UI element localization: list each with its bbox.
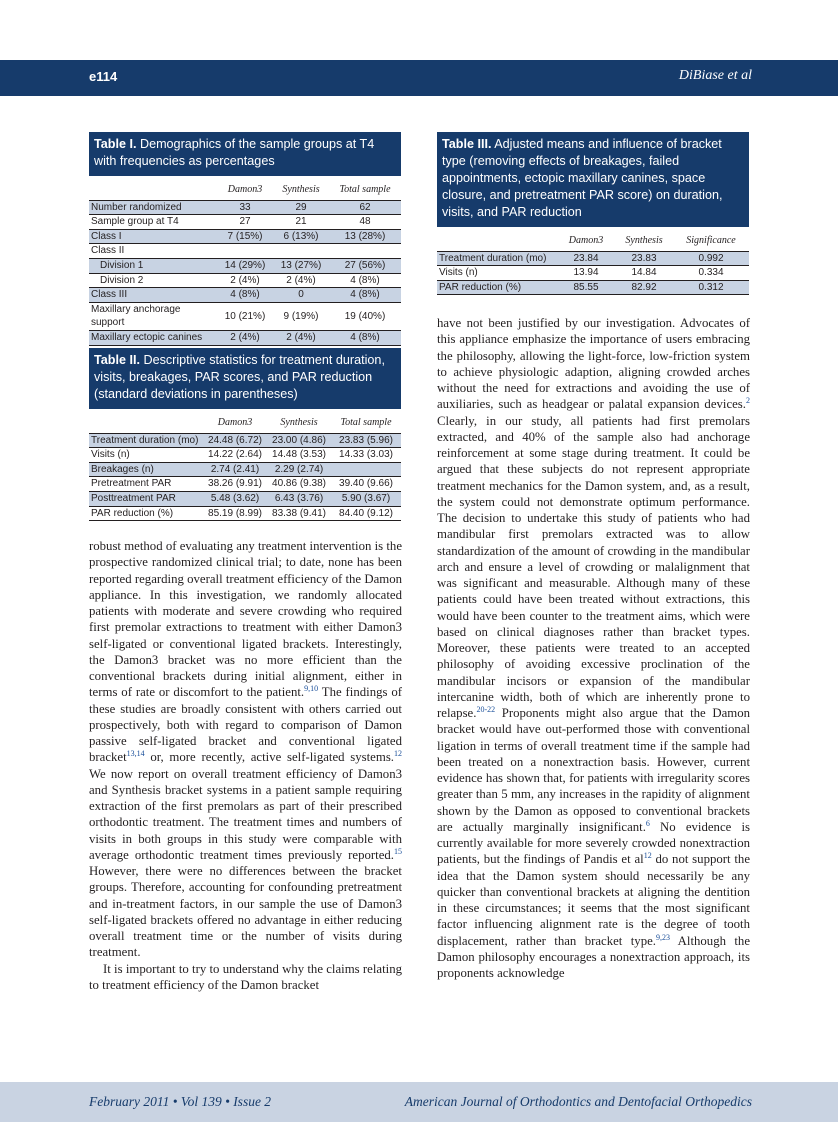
table-row bbox=[89, 477, 401, 492]
paragraph: It is important to try to understand why the claims relating to treatment efficiency of the Damon bracket bbox=[89, 961, 402, 992]
row-label: Pretreatment PAR bbox=[91, 478, 172, 490]
citation[interactable]: 2 bbox=[746, 396, 750, 406]
cell: 14.22 (2.64) bbox=[208, 449, 262, 461]
journal-name: American Journal of Orthodontics and Dentofacial Orthopedics bbox=[404, 1094, 752, 1109]
table-row bbox=[89, 330, 401, 345]
table-1-caption bbox=[89, 132, 401, 176]
table-row bbox=[89, 244, 401, 259]
running-header bbox=[0, 60, 838, 96]
paragraph: have not been justified by our investigation. Advocates of this appliance emphasize the importance of users embracing the philosophy, allowing the light-force, low-friction system to achieve physiologic adaption, aligning crowded arches without the need for extractions and avoiding the use of auxiliaries, such as headgear or palatal expansion devices.$^2$ Clearly, in our study, all patients had first premolars extracted, and 40% of the sample also had anchorage reinforcement at some stage during treatment. It could be argued that these subjects do not represent appropriate treatment mechanics for the Damon system, and, as a result, the system could not demonstrate optimum performance. The decision to undertake this study of patients who had mandibular first premolars extracted was to allow standardization of the amount of crowding in the mandibular arch and ensure a level of crowding or malalignment that was significant and measurable. Although many of these patients could have been treated without extractions, this would have been counter to the treatment aims, which were based on clinical diagnoses rather than bracket types. Moreover, these patients were treated to an accepted philosophy of avoiding excessive proclination of the mandibular incisors or expansion of the mandibular intercanine width, both of which are inherently prone to relapse.$^{20-22}$ Proponents might also argue that the Damon bracket would have out-performed those with conventional ligation in terms of overall treatment time if the sample had been treated on a nonextraction basis. However, current evidence has shown that, for patients with irregularity scores greater than 5 mm, any increases in the rapidity of alignment shown by the Damon as opposed to conventional brackets are actually marginally insignificant.$^6$ No evidence is currently available for more severely crowded nonextraction patients, but the findings of Pandis et $al^{12}$ do not support the idea that the Damon system should necessarily be any quicker than conventional brackets at aligning the dentition in these circumstances; it seems that the most significant factor influencing alignment rate is the degree of tooth displacement, rather than bracket type.$^{9,23}$ Although the Damon philosophy encourages a nonextraction approach, its proponents acknowledge bbox=[437, 316, 751, 980]
row-label: Sample group at T4 bbox=[91, 216, 179, 228]
citation[interactable]: 9,10 bbox=[304, 684, 319, 694]
table-row bbox=[89, 200, 401, 215]
row-label: Treatment duration (mo) bbox=[91, 434, 199, 446]
cell: 2.74 (2.41) bbox=[210, 463, 260, 475]
row-label: PAR reduction (%) bbox=[91, 507, 174, 519]
cell: 5.90 (3.67) bbox=[341, 492, 391, 504]
cell: 21 bbox=[295, 216, 307, 228]
cell: 48 bbox=[359, 216, 371, 228]
table-2-title: Descriptive statistics for treatment duration, visits, breakages, PAR scores, and PAR reduction (standard deviations in parentheses) bbox=[94, 353, 385, 401]
table-1 bbox=[89, 132, 401, 346]
cell: 13 (27%) bbox=[280, 259, 322, 271]
page-number: e114 bbox=[89, 69, 118, 84]
column-header: Synthesis bbox=[615, 227, 673, 251]
table-header-row bbox=[89, 176, 401, 200]
table-row bbox=[89, 302, 401, 330]
table-1-grid bbox=[89, 176, 401, 346]
table-2 bbox=[89, 348, 401, 521]
cell: 62 bbox=[359, 201, 371, 213]
cell: 2 (4%) bbox=[230, 331, 260, 343]
cell: 83.38 (9.41) bbox=[272, 507, 326, 519]
row-label: Treatment duration (mo) bbox=[439, 252, 547, 264]
citation[interactable]: 6 bbox=[645, 818, 650, 828]
cell: 85.19 (8.99) bbox=[208, 507, 262, 519]
cell: 84.40 (9.12) bbox=[339, 507, 393, 519]
row-label: Posttreatment PAR bbox=[91, 492, 176, 504]
cell: 13.94 bbox=[573, 267, 599, 279]
cell: 40.86 (9.38) bbox=[272, 478, 326, 490]
table-row bbox=[89, 506, 401, 521]
cell bbox=[331, 462, 401, 477]
citation[interactable]: 12 bbox=[394, 749, 402, 759]
cell: 7 (15%) bbox=[227, 230, 263, 242]
issue-info: February 2011 • Vol 139 • Issue 2 bbox=[89, 1094, 272, 1109]
table-row bbox=[89, 229, 401, 244]
citation[interactable]: 15 bbox=[394, 846, 402, 856]
paragraph: robust method of evaluating any treatment intervention is the prospective randomized clinical trial; to date, none has been reported regarding overall treatment efficiency of the Damon appliance. In this investigation, we randomly allocated patients with moderate and severe crowding who required first premolar extractions to treatment with either Damon3 self-ligated or conventional ligated brackets. Interestingly, the Damon3 bracket was no more efficient than the conventional brackets during initial alignment, either in terms of rate or discomfort to the patient.$^{9,10}$ The findings of these studies are broadly consistent with others carried out prospectively, both with regard to comparison of Damon passive self-ligated bracket and conventional ligated bracket$^{13,14}$ or, more recently, active self-ligated systems.$^{12}$ We now report on overall treatment efficiency of Damon3 and Synthesis bracket systems in a patient sample requiring extraction of the first premolars as part of their prescribed orthodontic treatment. The treatment times and numbers of visits in both groups in this study were comparable with average orthodontic treatment times previously reported.$^{15}$ However, there were no differences between the bracket groups. Therefore, accounting for confounding pretreatment and in-treatment factors, in our sample the use of Damon3 self-ligated brackets offered no advantage in either reducing overall treatment time or the number of visits during treatment. bbox=[89, 539, 403, 960]
table-row bbox=[89, 273, 401, 288]
body-column-right bbox=[437, 315, 750, 981]
table-row bbox=[89, 288, 401, 303]
cell: 29 bbox=[295, 201, 307, 213]
cell: 4 (8%) bbox=[350, 274, 380, 286]
table-1-label: Table I. bbox=[94, 137, 137, 151]
citation[interactable]: 9,23 bbox=[655, 932, 670, 942]
table-row bbox=[89, 433, 401, 448]
row-label: Division 2 bbox=[100, 274, 144, 286]
cell: 9 (19%) bbox=[283, 310, 319, 322]
column-header: Damon3 bbox=[203, 409, 267, 433]
cell: 2 (4%) bbox=[286, 331, 316, 343]
citation[interactable]: 20-22 bbox=[476, 705, 496, 714]
cell: 10 (21%) bbox=[224, 310, 266, 322]
row-label: Breakages (n) bbox=[91, 463, 154, 475]
table-row bbox=[89, 215, 401, 230]
running-footer bbox=[0, 1082, 838, 1122]
row-label: Visits (n) bbox=[439, 267, 478, 279]
cell: 85.55 bbox=[573, 281, 599, 293]
table-row bbox=[89, 448, 401, 463]
cell: 4 (8%) bbox=[350, 331, 380, 343]
cell: 13 (28%) bbox=[344, 230, 386, 242]
cell: 2 (4%) bbox=[286, 274, 316, 286]
table-3-title: Adjusted means and influence of bracket type (removing effects of breakages, failed appointments, ectopic maxillary canines, space closure, and pretreatment PAR score) on duration, visits, and PAR reduction bbox=[442, 137, 723, 219]
row-label: Maxillary anchorage support bbox=[91, 303, 181, 329]
cell: 19 (40%) bbox=[344, 310, 386, 322]
table-row bbox=[89, 258, 401, 273]
cell: 23.84 bbox=[573, 252, 599, 264]
cell: 14.84 bbox=[631, 267, 657, 279]
cell: 27 bbox=[239, 216, 251, 228]
cell: 0.312 bbox=[698, 281, 724, 293]
table-header-row bbox=[437, 227, 749, 251]
table-header-row bbox=[89, 409, 401, 433]
cell: 4 (8%) bbox=[350, 289, 380, 301]
column-header: Synthesis bbox=[273, 176, 329, 200]
cell: 82.92 bbox=[631, 281, 657, 293]
row-label: Class II bbox=[91, 245, 125, 257]
column-header: Total sample bbox=[331, 409, 401, 433]
row-label: Division 1 bbox=[100, 259, 144, 271]
column-header: Damon3 bbox=[217, 176, 273, 200]
cell: 38.26 (9.91) bbox=[208, 478, 262, 490]
table-2-caption bbox=[89, 348, 401, 409]
cell: 0.992 bbox=[698, 252, 724, 264]
table-1-title: Demographics of the sample groups at T4 with frequencies as percentages bbox=[94, 137, 375, 168]
cell: 23.83 bbox=[631, 252, 657, 264]
column-header: Total sample bbox=[329, 176, 401, 200]
table-row bbox=[437, 280, 749, 295]
row-label: Class I bbox=[91, 230, 122, 242]
column-header: Synthesis bbox=[267, 409, 331, 433]
table-2-grid bbox=[89, 409, 401, 521]
cell: 6.43 (3.76) bbox=[274, 492, 324, 504]
column-header: Significance bbox=[673, 227, 749, 251]
cell: 6 (13%) bbox=[283, 230, 319, 242]
column-header: Damon3 bbox=[557, 227, 615, 251]
cell: 4 (8%) bbox=[230, 289, 260, 301]
table-row bbox=[89, 491, 401, 506]
cell: 0 bbox=[298, 289, 304, 301]
citation[interactable]: 12 bbox=[643, 851, 652, 861]
row-label: Number randomized bbox=[91, 201, 182, 213]
cell: 33 bbox=[239, 201, 251, 213]
citation[interactable]: 13,14 bbox=[126, 749, 145, 759]
cell: 23.00 (4.86) bbox=[272, 434, 326, 446]
cell: 23.83 (5.96) bbox=[339, 434, 393, 446]
row-label: Visits (n) bbox=[91, 449, 130, 461]
running-authors: DiBiase et al bbox=[678, 68, 752, 83]
body-column-left bbox=[89, 538, 402, 993]
cell: 14.33 (3.03) bbox=[339, 449, 393, 461]
row-label: Class III bbox=[91, 289, 128, 301]
cell: 39.40 (9.66) bbox=[339, 478, 393, 490]
table-row bbox=[437, 266, 749, 281]
cell: 5.48 (3.62) bbox=[210, 492, 260, 504]
table-row bbox=[89, 462, 401, 477]
cell: 27 (56%) bbox=[344, 259, 386, 271]
table-3-grid bbox=[437, 227, 749, 295]
table-3 bbox=[437, 132, 749, 295]
row-label: Maxillary ectopic canines bbox=[91, 331, 203, 343]
cell: 2.29 (2.74) bbox=[274, 463, 324, 475]
table-3-label: Table III. bbox=[442, 137, 492, 151]
cell: 0.334 bbox=[698, 267, 724, 279]
cell: 2 (4%) bbox=[230, 274, 260, 286]
cell: 14 (29%) bbox=[224, 259, 266, 271]
table-row bbox=[437, 251, 749, 266]
table-2-label: Table II. bbox=[94, 353, 140, 367]
cell: 24.48 (6.72) bbox=[208, 434, 262, 446]
table-3-caption bbox=[437, 132, 749, 227]
row-label: PAR reduction (%) bbox=[439, 281, 522, 293]
cell: 14.48 (3.53) bbox=[272, 449, 326, 461]
